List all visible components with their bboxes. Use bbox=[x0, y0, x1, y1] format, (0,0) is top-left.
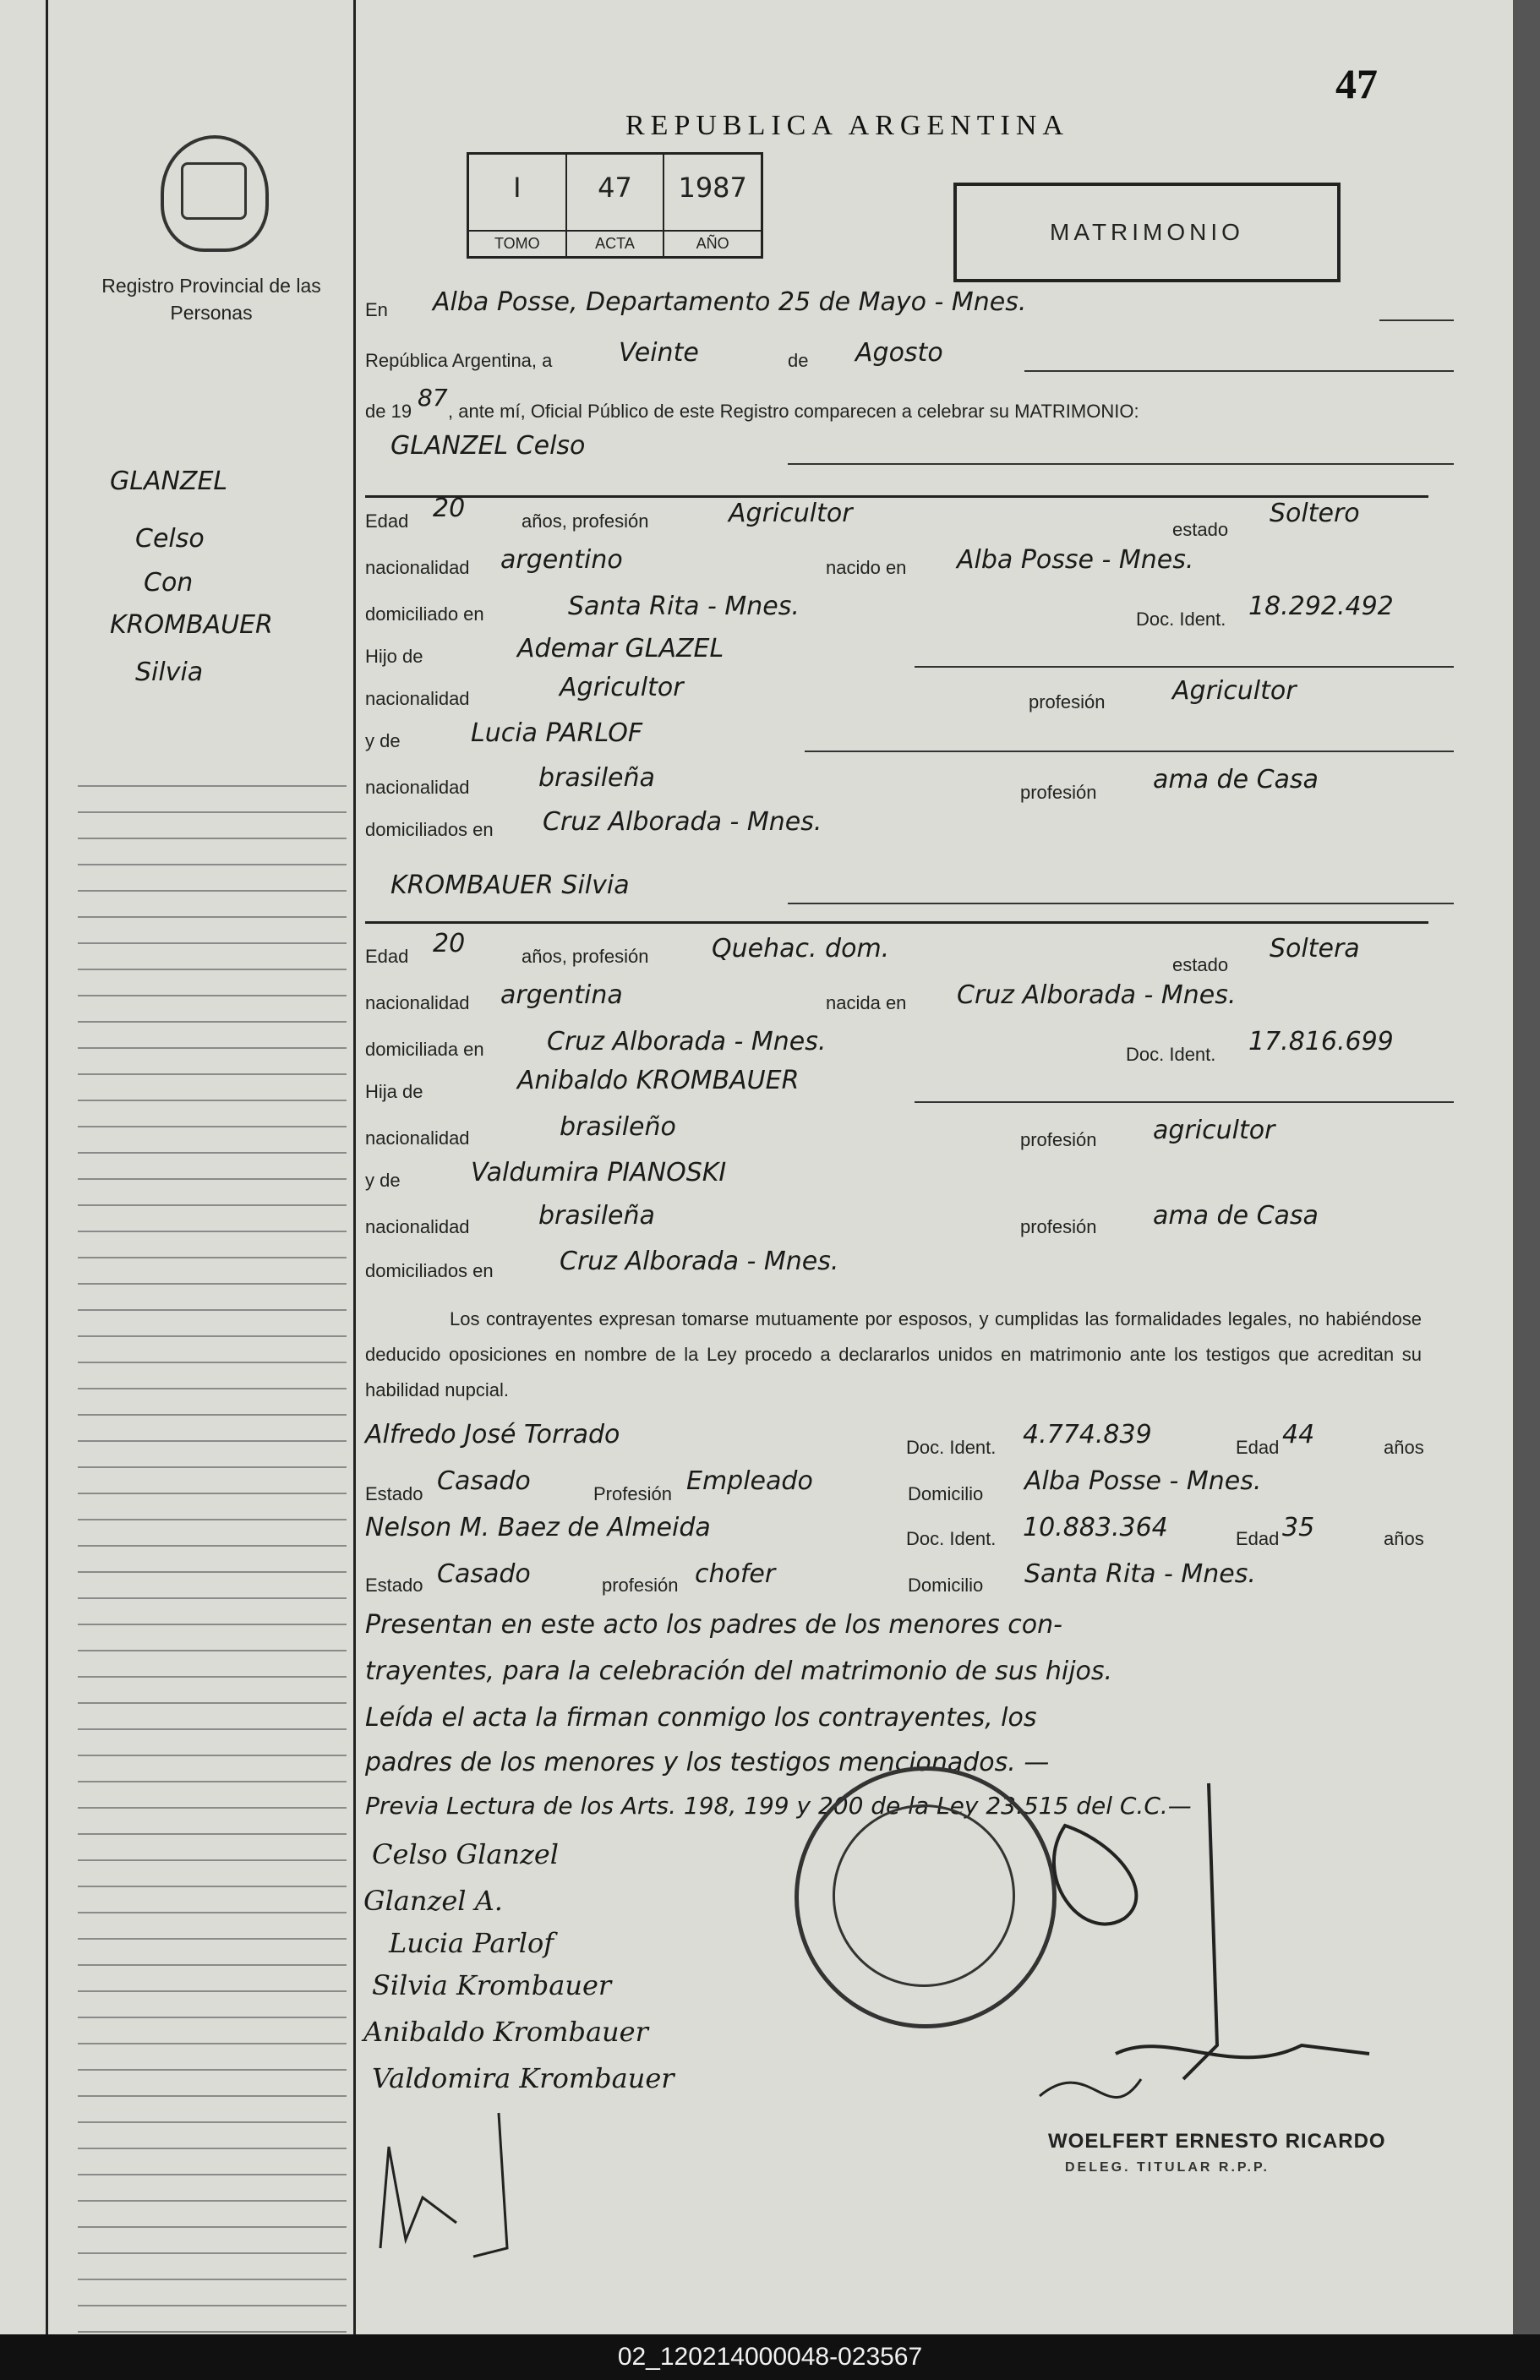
witness-1-age: 44 bbox=[1282, 1420, 1315, 1449]
groom-nationality: argentino bbox=[500, 545, 623, 575]
margin-bride-surname: KROMBAUER bbox=[110, 610, 273, 640]
groom-estado: Soltero bbox=[1270, 499, 1360, 528]
witness-2-age: 35 bbox=[1282, 1513, 1315, 1542]
place-value: Alba Posse, Departamento 25 de Mayo - Mnes. bbox=[433, 287, 1027, 317]
country-title: REPUBLICA ARGENTINA bbox=[625, 110, 1069, 141]
bride-nationality-row: nacionalidad argentina nacida en Cruz Alborada - Mnes. bbox=[365, 980, 1237, 1013]
bride-doc: 17.816.699 bbox=[1248, 1027, 1394, 1056]
groom-profession: Agricultor bbox=[729, 499, 853, 528]
signature-3: Lucia Parlof bbox=[389, 1927, 554, 1959]
groom-domicile-row: domiciliado en Santa Rita - Mnes. Doc. Ident. 18.292.492 bbox=[365, 592, 1394, 630]
witness-2-domicile: Santa Rita - Mnes. bbox=[1024, 1559, 1256, 1589]
provincial-seal bbox=[161, 135, 269, 252]
witness-1-estado: Casado bbox=[437, 1466, 531, 1496]
margin-bride-name: Silvia bbox=[135, 658, 204, 687]
bride-domicile-row: domiciliada en Cruz Alborada - Mnes. Doc. Ident. 17.816.699 bbox=[365, 1027, 1394, 1065]
official-signature bbox=[1014, 1775, 1386, 2130]
official-title: DELEG. TITULAR R.P.P. bbox=[1065, 2160, 1270, 2175]
witness-2-estado: Casado bbox=[437, 1559, 531, 1589]
column-rule bbox=[353, 0, 356, 2334]
year-value: 87 bbox=[418, 384, 448, 412]
document-id: 02_120214000048-023567 bbox=[0, 2334, 1540, 2380]
acta-value: 47 bbox=[598, 172, 632, 204]
tomo-cell bbox=[469, 155, 567, 256]
bride-domicile: Cruz Alborada - Mnes. bbox=[547, 1027, 827, 1056]
bride-father-row: Hija de Anibaldo KROMBAUER bbox=[365, 1069, 1428, 1103]
note-line-3: Leída el acta la firman conmigo los contrayentes, los bbox=[365, 1703, 1037, 1733]
registry-name: Registro Provincial de las Personas bbox=[101, 275, 321, 324]
groom-mother: Lucia PARLOF bbox=[471, 718, 643, 748]
witness-1-row: Alfredo José Torrado Doc. Ident. 4.774.839 Edad 44 años bbox=[365, 1420, 1424, 1458]
groom-name: GLANZEL Celso bbox=[390, 431, 586, 461]
groom-doc: 18.292.492 bbox=[1248, 592, 1394, 621]
witness-2-profession: chofer bbox=[695, 1559, 776, 1589]
day-value: Veinte bbox=[619, 338, 699, 368]
ano-label: AÑO bbox=[664, 230, 761, 253]
groom-domicile: Santa Rita - Mnes. bbox=[568, 592, 800, 621]
groom-father-nat: Agricultor bbox=[560, 673, 684, 702]
bride-mother-nat-row: nacionalidad brasileña profesión ama de Casa bbox=[365, 1201, 1319, 1237]
month-value: Agosto bbox=[855, 338, 943, 368]
groom-age-row: Edad 20 años, profesión Agricultor estado Soltero bbox=[365, 494, 1360, 540]
witness-2-row: Nelson M. Baez de Almeida Doc. Ident. 10.883.364 Edad 35 años bbox=[365, 1513, 1424, 1549]
margin-signature bbox=[372, 2096, 541, 2265]
volume-box bbox=[467, 152, 763, 259]
witness-1-name: Alfredo José Torrado bbox=[365, 1420, 620, 1449]
bride-age-row: Edad 20 años, profesión Quehac. dom. estado Soltera bbox=[365, 929, 1360, 975]
witness-1-detail-row: Estado Casado Profesión Empleado Domicilio Alba Posse - Mnes. bbox=[365, 1466, 1262, 1504]
ano-cell bbox=[664, 155, 761, 256]
bride-parents-dom: Cruz Alborada - Mnes. bbox=[560, 1247, 839, 1276]
witness-1-doc: 4.774.839 bbox=[1023, 1420, 1152, 1449]
tomo-value: I bbox=[513, 172, 522, 204]
witness-1-domicile: Alba Posse - Mnes. bbox=[1024, 1466, 1262, 1496]
bride-age: 20 bbox=[433, 929, 466, 958]
bride-father-nat: brasileño bbox=[560, 1112, 676, 1142]
bride-mother-prof: ama de Casa bbox=[1153, 1201, 1319, 1231]
note-line-2: trayentes, para la celebración del matrimonio de sus hijos. bbox=[365, 1657, 1113, 1686]
bride-mother: Valdumira PIANOSKI bbox=[471, 1158, 727, 1187]
tomo-label: TOMO bbox=[469, 230, 565, 253]
groom-name-row bbox=[365, 431, 1428, 465]
intro-place-row: En Alba Posse, Departamento 25 de Mayo - Mnes. bbox=[365, 287, 1428, 321]
witness-1-profession: Empleado bbox=[686, 1466, 813, 1496]
ledger-lines bbox=[78, 761, 347, 2333]
acta-cell bbox=[567, 155, 665, 256]
margin-rule bbox=[46, 0, 48, 2334]
book-spine bbox=[1513, 0, 1540, 2334]
signature-5: Anibaldo Krombauer bbox=[363, 2016, 648, 2048]
groom-age: 20 bbox=[433, 494, 466, 523]
bride-name: KROMBAUER Silvia bbox=[390, 871, 630, 900]
bride-birthplace: Cruz Alborada - Mnes. bbox=[957, 980, 1237, 1010]
intro-year-row: de 19 87 , ante mí, Oficial Público de este Registro comparecen a celebrar su MATRIMONIO: bbox=[365, 384, 1139, 422]
bride-estado: Soltera bbox=[1270, 934, 1360, 963]
margin-groom-name: Celso bbox=[135, 524, 205, 554]
bride-mother-nat: brasileña bbox=[538, 1201, 655, 1231]
groom-mother-prof: ama de Casa bbox=[1153, 765, 1319, 794]
bride-parents-dom-row: domiciliados en Cruz Alborada - Mnes. bbox=[365, 1247, 839, 1281]
groom-nationality-row: nacionalidad argentino nacido en Alba Posse - Mnes. bbox=[365, 545, 1194, 578]
note-line-5: Previa Lectura de los Arts. 198, 199 y 200 de la Ley 23.515 del C.C.— bbox=[365, 1792, 1192, 1820]
groom-father-prof: Agricultor bbox=[1172, 676, 1297, 706]
ano-value: 1987 bbox=[678, 172, 747, 204]
groom-father: Ademar GLAZEL bbox=[517, 634, 724, 663]
bride-father-prof: agricultor bbox=[1153, 1116, 1275, 1145]
acta-label: ACTA bbox=[567, 230, 664, 253]
groom-mother-nat: brasileña bbox=[538, 763, 655, 793]
form-type: MATRIMONIO bbox=[953, 183, 1341, 282]
groom-father-row: Hijo de Ademar GLAZEL bbox=[365, 634, 1428, 668]
witness-2-doc: 10.883.364 bbox=[1023, 1513, 1168, 1542]
groom-mother-nat-row: nacionalidad brasileña profesión ama de Casa bbox=[365, 763, 1319, 803]
official-name: WOELFERT ERNESTO RICARDO bbox=[1048, 2130, 1386, 2153]
bride-mother-row: y de Valdumira PIANOSKI bbox=[365, 1158, 727, 1191]
intro-date-row: República Argentina, a Veinte de Agosto bbox=[365, 338, 1428, 372]
signature-1: Celso Glanzel bbox=[372, 1838, 560, 1870]
bride-father-nat-row: nacionalidad brasileño profesión agricultor bbox=[365, 1112, 1275, 1150]
note-line-4: padres de los menores y los testigos mencionados. — bbox=[365, 1748, 1050, 1777]
bride-name-row bbox=[365, 871, 1428, 904]
note-line-1: Presentan en este acto los padres de los menores con- bbox=[365, 1610, 1062, 1640]
signature-2: Glanzel A. bbox=[363, 1885, 503, 1917]
signature-6: Valdomira Krombauer bbox=[372, 2062, 674, 2094]
margin-groom-surname: GLANZEL bbox=[110, 467, 228, 496]
groom-birthplace: Alba Posse - Mnes. bbox=[957, 545, 1194, 575]
witness-2-detail-row: Estado Casado profesión chofer Domicilio Santa Rita - Mnes. bbox=[365, 1559, 1256, 1596]
page-number: 47 bbox=[1335, 60, 1378, 107]
margin-con: Con bbox=[144, 568, 194, 598]
bride-nationality: argentina bbox=[500, 980, 623, 1010]
groom-mother-row: y de Lucia PARLOF bbox=[365, 718, 1428, 752]
groom-parents-dom-row: domiciliados en Cruz Alborada - Mnes. bbox=[365, 807, 822, 840]
witness-2-name: Nelson M. Baez de Almeida bbox=[365, 1513, 711, 1542]
declaration-text: Los contrayentes expresan tomarse mutuamente por esposos, y cumplidas las formalidades legales, no habiéndose deducido oposiciones en nombre de la Ley procedo a declararlos unidos en matrimonio ante los testigos que acreditan su habilidad nupcial. bbox=[365, 1308, 1422, 1400]
signature-4: Silvia Krombauer bbox=[372, 1969, 612, 2001]
bride-father: Anibaldo KROMBAUER bbox=[517, 1066, 800, 1095]
groom-father-nat-row: nacionalidad Agricultor profesión Agricultor bbox=[365, 673, 1297, 712]
groom-parents-dom: Cruz Alborada - Mnes. bbox=[543, 807, 822, 837]
bride-profession: Quehac. dom. bbox=[712, 934, 890, 963]
